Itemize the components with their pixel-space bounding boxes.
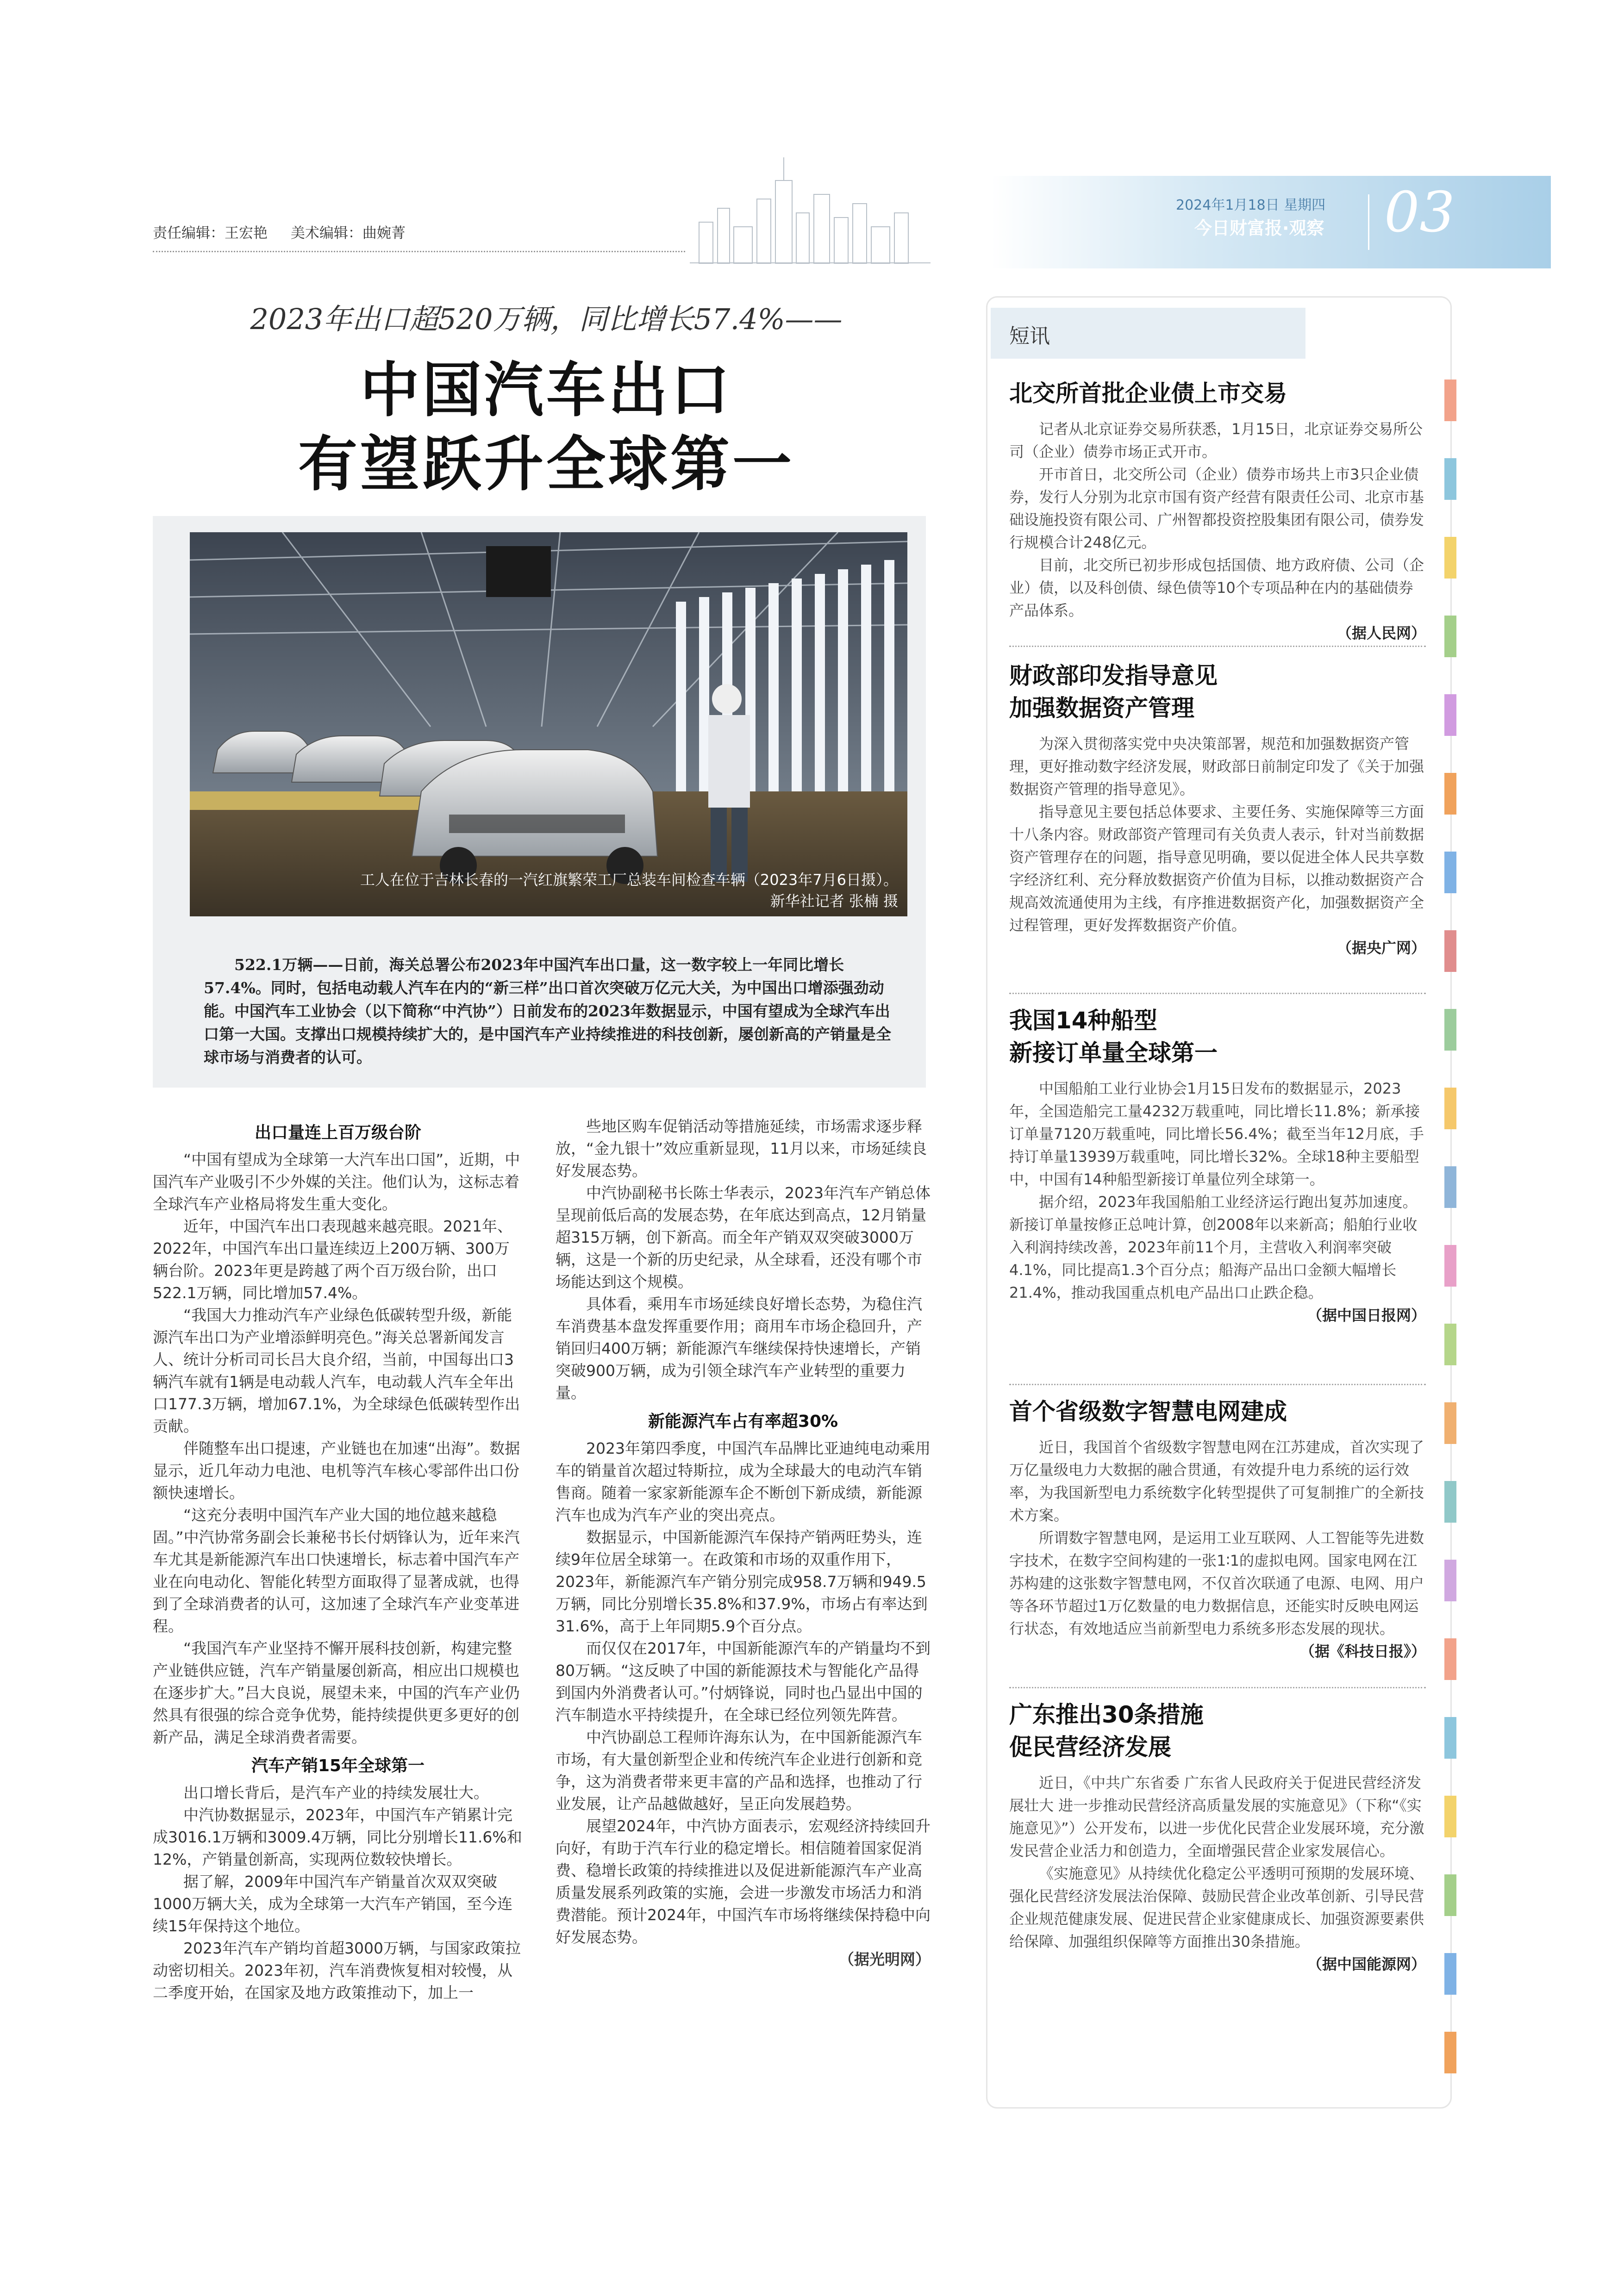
paragraph: 据了解，2009年中国汽车产销量首次双双突破1000万辆大关，成为全球第一大汽车产销国，至今连续15年保持这个地位。 [153, 1873, 512, 1935]
brief-title: 首个省级数字智慧电网建成 [1009, 1398, 1287, 1425]
section-heading: 出口量连上百万级台阶 [254, 1123, 421, 1142]
color-stripe [1444, 380, 1456, 421]
brief-source: （据《科技日报》） [1299, 1643, 1426, 1660]
paragraph: “我国大力推动汽车产业绿色低碳转型升级，新能源汽车出口为产业增添鲜明亮色。”海关总署新闻发言人、统计分析司司长吕大良介绍，当前，中国每出口3辆汽车就有1辆是电动载人汽车，电动载人汽车全年出口177.3万辆，增加67.1%，为全球绿色低碳转型作出贡献。 [153, 1306, 520, 1435]
color-stripe [1444, 1560, 1456, 1601]
brief-paragraph: 中国船舶工业行业协会1月15日发布的数据显示，2023年，全国造船完工量4232万载重吨，同比增长11.8%；新承接订单量7120万载重吨，同比增长56.4%；截至当年12月底，手持订单量13939万载重吨，同比增长32%。全球18种主要船型中，中国有14种船型新接订单量位列全球第一。 [1009, 1080, 1424, 1188]
color-stripe [1444, 930, 1456, 972]
brief-item [1009, 660, 1426, 959]
paragraph: 近年，中国汽车出口表现越来越亮眼。2021年、2022年，中国汽车出口量连续迈上200万辆、300万辆台阶。2023年更是跨越了两个百万级台阶，出口522.1万辆，同比增加57.4%。 [153, 1217, 512, 1302]
color-stripe [1444, 773, 1456, 815]
paragraph: 中汽协副秘书长陈士华表示，2023年汽车产销总体呈现前低后高的发展态势，在年底达到高点，12月销量超315万辆，创下新高。而全年产销双双突破3000万辆，这是一个新的历史纪录，从全球看，还没有哪个市场能达到这个规模。 [556, 1184, 931, 1291]
art-editor: 美术编辑：曲婉菁 [290, 225, 406, 242]
paragraph: 展望2024年，中汽协方面表示，宏观经济持续回升向好，有助于汽车行业的稳定增长。相信随着国家促消费、稳增长政策的持续推进以及促进新能源汽车产业高质量发展系列政策的实施，会进一步激发市场活力和消费潜能。预计2024年，中国汽车市场将继续保持稳中向好发展态势。 [556, 1817, 931, 1946]
brief-title: 广东推出30条措施 促民营经济发展 [1009, 1701, 1204, 1761]
brief-title: 北交所首批企业债上市交易 [1009, 380, 1287, 407]
paragraph: 中汽协副总工程师许海东认为，在中国新能源汽车市场，有大量创新型企业和传统汽车企业进行创新和竞争，这为消费者带来更丰富的产品和选择，也推动了行业发展，让产品越做越好，呈正向发展趋势。 [556, 1728, 922, 1813]
color-stripe [1444, 1402, 1456, 1444]
brief-divider [1009, 646, 1426, 647]
paragraph: 伴随整车出口提速，产业链也在加速“出海”。数据显示，近几年动力电池、电机等汽车核心零部件出口份额快速增长。 [153, 1439, 520, 1502]
color-stripe [1444, 1166, 1456, 1208]
color-stripe [1444, 2032, 1456, 2073]
color-stripe [1444, 1245, 1456, 1287]
color-stripe [1444, 1481, 1456, 1523]
article-lead: 522.1万辆——日前，海关总署公布2023年中国汽车出口量，这一数字较上一年同比增长57.4%。同时，包括电动载人汽车在内的“新三样”出口首次突破万亿元大关，为中国出口增添强劲动能。中国汽车工业协会（以下简称“中汽协”）日前发布的2023年数据显示，中国有望成为全球汽车出口第一大国。支撑出口规模持续扩大的，是中国汽车产业持续推进的科技创新，屡创新高的产销量是全球市场与消费者的认可。 [204, 956, 891, 1066]
color-stripe [1444, 537, 1456, 579]
panel-tag-label: 短讯 [1009, 324, 1050, 348]
brief-paragraph: 目前，北交所已初步形成包括国债、地方政府债、公司（企业）债，以及科创债、绿色债等10个专项品种在内的基础债券产品体系。 [1009, 556, 1424, 619]
page-number: 03 [1384, 180, 1455, 245]
brief-source: （据中国日报网） [1307, 1307, 1426, 1324]
color-stripe [1444, 1874, 1456, 1916]
paragraph: “我国汽车产业坚持不懈开展科技创新，构建完整产业链供应链，汽车产销量屡创新高，相应出口规模也在逐步扩大。”吕大良说，展望未来，中国的汽车产业仍然具有很强的综合竞争优势，能持续提供更多更好的创新产品，满足全球消费者需要。 [153, 1639, 520, 1746]
brief-paragraph: 所谓数字智慧电网，是运用工业互联网、人工智能等先进数字技术，在数字空间构建的一张1∶1的虚拟电网。国家电网在江苏构建的这张数字智慧电网，不仅首次联通了电源、电网、用户等各环节超过1万亿数量的电力数据信息，还能实时反映电网运行状态，有效地适应当前新型电力系统多形态发展的现状。 [1009, 1529, 1424, 1637]
photo-caption [324, 869, 898, 912]
brief-item [1009, 1004, 1426, 1327]
article-title-line-1: 中国汽车出口 [360, 355, 732, 425]
color-stripe [1444, 1717, 1456, 1759]
brief-paragraph: 开市首日，北交所公司（企业）债券市场共上市3只企业债券，发行人分别为北京市国有资产经营有限责任公司、北京市基础设施投资有限公司、广州智都投资控股集团有限公司，债券发行规模合计248亿元。 [1009, 466, 1424, 551]
section-heading: 汽车产销15年全球第一 [251, 1756, 425, 1775]
brief-paragraph: 《实施意见》从持续优化稳定公平透明可预期的发展环境、强化民营经济发展法治保障、鼓励民营企业改革创新、引导民营企业规范健康发展、促进民营企业家健康成长、加强资源要素供给保障、加强组织保障等方面推出30条措施。 [1009, 1865, 1424, 1950]
brief-source: （据央广网） [1337, 939, 1426, 957]
factory-photo [190, 532, 907, 916]
article-column-2 [556, 1115, 931, 1971]
brief-title: 我国14种船型 新接订单量全球第一 [1009, 1007, 1218, 1066]
paragraph: 些地区购车促销活动等措施延续，市场需求逐步释放，“金九银十”效应重新显现，11月以来，市场延续良好发展态势。 [556, 1117, 927, 1180]
color-stripe [1444, 852, 1456, 893]
paragraph: 2023年第四季度，中国汽车品牌比亚迪纯电动乘用车的销量首次超过特斯拉，成为全球最大的电动汽车销售商。随着一家家新能源车企不断创下新成绩，新能源汽车也成为汽车产业的突出亮点。 [556, 1439, 931, 1524]
brief-divider [1009, 993, 1426, 994]
editors-line [153, 221, 424, 242]
article-column-1 [153, 1115, 523, 2004]
brief-paragraph: 指导意见主要包括总体要求、主要任务、实施保障等三方面十八条内容。财政部资产管理司有关负责人表示，针对当前数据资产管理存在的问题，指导意见明确，要以促进全体人民共享数字经济红利、充分释放数据资产价值为目标，以推动数据资产合规高效流通使用为主线，有序推进数据资产化，加强数据资产全过程管理，更好发挥数据资产价值。 [1009, 803, 1424, 934]
brief-source: （据人民网） [1337, 624, 1426, 642]
paragraph: 出口增长背后，是汽车产业的持续发展壮大。 [183, 1784, 489, 1802]
paragraph: “中国有望成为全球第一大汽车出口国”，近期，中国汽车产业吸引不少外媒的关注。他们认为，这标志着全球汽车产业格局将发生重大变化。 [153, 1151, 520, 1213]
paragraph: “这充分表明中国汽车产业大国的地位越来越稳固。”中汽协常务副会长兼秘书长付炳锋认为，近年来汽车尤其是新能源汽车出口快速增长，标志着中国汽车产业在向电动化、智能化转型方面取得了显著成就，也得到了全球消费者的认可，这加速了全球汽车产业变革进程。 [153, 1506, 520, 1635]
color-stripe [1444, 616, 1456, 657]
city-skyline-graphic [690, 153, 931, 264]
paragraph: 中汽协数据显示，2023年，中国汽车产销累计完成3016.1万辆和3009.4万辆，同比分别增长11.6%和12%，产销量创新高，实现两位数较快增长。 [153, 1806, 522, 1868]
brief-item [1009, 1395, 1426, 1663]
brief-item [1009, 1699, 1426, 1976]
color-stripe [1444, 1088, 1456, 1129]
paragraph: 2023年汽车产销均首超3000万辆，与国家政策拉动密切相关。2023年初，汽车消费恢复相对较慢，从二季度开始，在国家及地方政策推动下，加上一 [153, 1939, 521, 2002]
photo-credit: 新华社记者 张楠 摄 [770, 892, 898, 910]
brief-divider [1009, 1687, 1426, 1688]
brief-paragraph: 近日，《中共广东省委 广东省人民政府关于促进民营经济发展壮大 进一步推动民营经济高质量发展的实施意见》（下称“《实施意见》”）公开发布，以进一步优化民营企业发展环境，充分激发民营企业活力和创造力，全面增强民营企业家发展信心。 [1009, 1774, 1424, 1860]
header-divider [153, 251, 685, 252]
color-stripe [1444, 458, 1456, 500]
paragraph: 而仅仅在2017年，中国新能源汽车的产销量均不到80万辆。“这反映了中国的新能源技术与智能化产品得到国内外消费者认可。”付炳锋说，同时也凸显出中国的汽车制造水平持续提升，在全球已经位列领先阵营。 [556, 1639, 931, 1724]
brief-paragraph: 据介绍，2023年我国船舶工业经济运行跑出复苏加速度。新接订单量按修正总吨计算，创2008年以来新高；船舶行业收入利润持续改善，2023年前11个月，主营收入利润率突破4.1%，同比提高1.3个百分点；船海产品出口金额大幅增长21.4%，推动我国重点机电产品出口止跌企稳。 [1009, 1193, 1418, 1301]
color-stripe [1444, 1009, 1456, 1051]
photo-caption-text: 工人在位于吉林长春的一汽红旗繁荣工厂总装车间检查车辆（2023年7月6日摄）。 [360, 871, 898, 889]
article-title-line-2: 有望跃升全球第一 [298, 429, 794, 499]
brief-source: （据中国能源网） [1307, 1955, 1426, 1973]
color-stripe [1444, 1638, 1456, 1680]
brief-title: 财政部印发指导意见 加强数据资产管理 [1009, 662, 1218, 722]
paragraph: 数据显示，中国新能源汽车保持产销两旺势头，连续9年位居全球第一。在政策和市场的双重作用下，2023年，新能源汽车产销分别完成958.7万辆和949.5万辆，同比分别增长35.8%和37.9%，市场占有率达到31.6%，高于上年同期5.9个百分点。 [556, 1528, 928, 1635]
brief-paragraph: 记者从北京证券交易所获悉，1月15日，北京证券交易所公司（企业）债券市场正式开市。 [1009, 420, 1423, 460]
color-stripe [1444, 1953, 1456, 1995]
brief-paragraph: 近日，我国首个省级数字智慧电网在江苏建成，首次实现了万亿量级电力大数据的融合贯通，有效提升电力系统的运行效率，为我国新型电力系统数字化转型提供了可复制推广的全新技术方案。 [1009, 1438, 1424, 1524]
brief-paragraph: 为深入贯彻落实党中央决策部署，规范和加强数据资产管理，更好推动数字经济发展，财政部日前制定印发了《关于加强数据资产管理的指导意见》。 [1009, 735, 1424, 798]
issue-date: 2024年1月18日 星期四 [1176, 197, 1326, 213]
source-credit: （据光明网） [839, 1950, 931, 1968]
brief-divider [1009, 1384, 1426, 1385]
paper-name: 今日财富报·观察 [1194, 218, 1324, 238]
color-stripe [1444, 1324, 1456, 1365]
brief-item [1009, 377, 1426, 645]
chief-editor: 责任编辑：王宏艳 [153, 225, 268, 242]
header-separator [1368, 194, 1369, 250]
color-stripe [1444, 1796, 1456, 1837]
section-heading: 新能源汽车占有率超30% [648, 1412, 838, 1431]
paragraph: 具体看，乘用车市场延续良好增长态势，为稳住汽车消费基本盘发挥重要作用；商用车市场企稳回升，产销回归400万辆；新能源汽车继续保持快速增长，产销突破900万辆，成为引领全球汽车产业转型的重要力量。 [556, 1295, 922, 1402]
color-stripe [1444, 694, 1456, 736]
article-subtitle: 2023年出口超520万辆，同比增长57.4%—— [250, 302, 843, 336]
